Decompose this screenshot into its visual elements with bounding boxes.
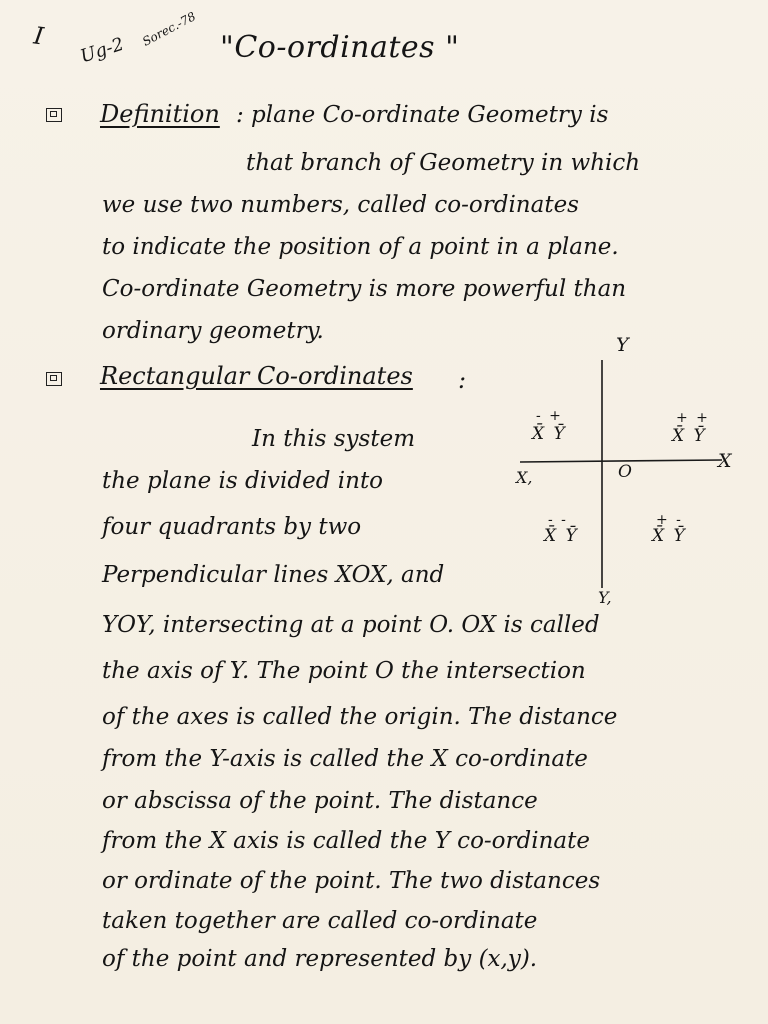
page-title [220, 30, 459, 65]
definition-line: Co-ordinate Geometry is more powerful than [102, 276, 627, 302]
y-axis-top-label: Y [616, 334, 629, 356]
title-quote-close: " [445, 30, 460, 65]
rectangular-line: the plane is divided into [102, 468, 384, 494]
rectangular-heading: Rectangular Co-ordinates [100, 362, 413, 390]
rectangular-bullet-icon [46, 372, 62, 386]
origin-label: O [618, 462, 632, 482]
quadrant-1-signs: + + [676, 410, 710, 426]
definition-line: : plane Co-ordinate Geometry is [236, 102, 609, 128]
definition-bullet-icon [46, 108, 62, 122]
rectangular-line: four quadrants by two [102, 514, 362, 540]
quadrant-3-signs: - - [548, 512, 568, 528]
rectangular-line: YOY, intersecting at a point O. OX is called [102, 612, 600, 638]
quadrant-3-label: X̄ Ȳ [544, 526, 579, 546]
title-quote-open: " [220, 30, 235, 65]
x-axis-right-label: X [718, 450, 732, 472]
definition-heading: Definition [100, 100, 220, 128]
margin-mark: I [32, 21, 46, 51]
rectangular-line: or abscissa of the point. The distance [102, 788, 538, 814]
rectangular-line: Perpendicular lines XOX, and [102, 562, 445, 588]
rectangular-line: of the axes is called the origin. The distance [102, 704, 618, 730]
page-tag-note: Sorec.-78 [140, 9, 199, 49]
quadrant-2-signs: - + [536, 408, 563, 424]
rectangular-line: the axis of Y. The point O the intersection [102, 658, 586, 684]
rectangular-line: from the X axis is called the Y co-ordinate [102, 828, 590, 854]
quadrant-4-signs: + - [656, 512, 683, 528]
definition-line: we use two numbers, called co-ordinates [102, 192, 579, 218]
quadrant-4-label: X̄ Ȳ [652, 526, 687, 546]
rectangular-line: or ordinate of the point. The two distances [102, 868, 601, 894]
rectangular-line: from the Y-axis is called the X co-ordinate [102, 746, 588, 772]
definition-line: that branch of Geometry in which [246, 150, 641, 176]
rectangular-heading-colon: : [458, 366, 467, 394]
definition-line: to indicate the position of a point in a plane. [102, 234, 619, 260]
y-axis-bottom-label: Y, [598, 588, 612, 607]
rectangular-line: In this system [252, 426, 415, 452]
quadrant-2-label: X̄ Ȳ [532, 424, 567, 444]
page-tag: Ug-2 [77, 33, 127, 68]
definition-line: ordinary geometry. [102, 318, 324, 344]
title-text: Co-ordinates [234, 30, 436, 65]
rectangular-line: taken together are called co-ordinate [102, 908, 538, 934]
x-axis-left-label: X, [516, 468, 533, 487]
rectangular-line: of the point and represented by (x,y). [102, 946, 538, 972]
quadrant-1-label: X̄ Ȳ [672, 426, 707, 446]
